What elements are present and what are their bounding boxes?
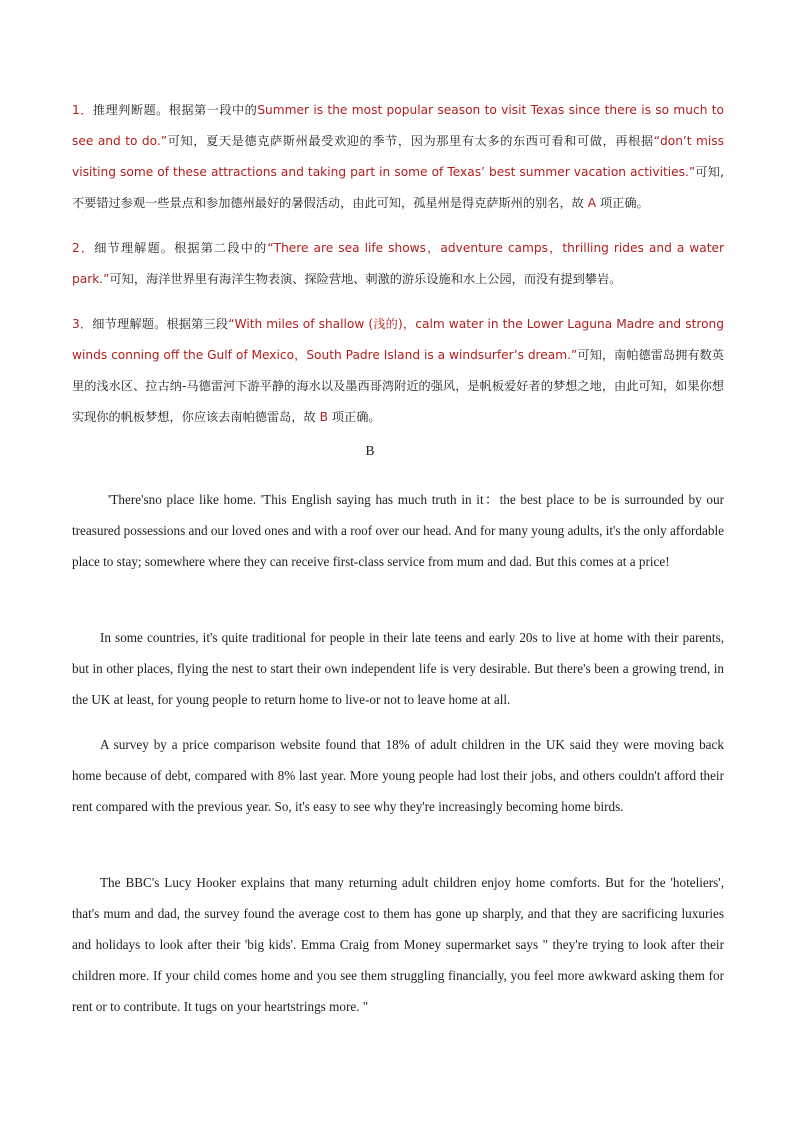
- answer-number: 3．: [72, 317, 93, 331]
- passage-paragraph-4: The BBC's Lucy Hooker explains that many returning adult children enjoy home comforts. But for the 'hoteliers', that's mum and dad, the survey found the average cost to them has gone up sharply, and that they are sacrificing luxuries and holidays to look after their 'big kids'. Emma Craig from Money supermarket says " they're trying to look after their children more. If your child comes home and you see them struggling financially, you feel more awkward asking them for rent or to contribute. It tugs on your heartstrings more. ": [72, 875, 724, 1014]
- explanation-text: 根据第三段: [166, 317, 229, 331]
- answer-explanation-1: [72, 95, 724, 219]
- explanation-text: 可知，南帕德雷岛拥有数英里的浅水区、拉古纳-马德雷河下游平静的海水以及墨西哥湾附近的强风，是帆板爱好者的梦想之地，由此可知，如果你想实现你的帆板梦想，你应该去南帕德雷岛，故: [72, 348, 725, 424]
- answer-option: B: [319, 410, 328, 424]
- answer-option: A: [587, 196, 597, 210]
- explanation-text: 根据第二段中的: [174, 241, 268, 255]
- answer-explanation-2: [72, 233, 724, 295]
- passage-paragraph-3: A survey by a price comparison website found that 18% of adult children in the UK said they were moving back home because of debt, compared with 8% last year. More young people had lost their jobs, and others couldn't afford their rent compared with the previous year. So, it's easy to see why they're increasingly becoming home birds.: [72, 737, 724, 814]
- passage-paragraph-2: In some countries, it's quite traditional for people in their late teens and early 20s to live at home with their parents, but in other places, flying the nest to start their own independent life is very desirable. But there's been a growing trend, in the UK at least, for young people to return home to live-or not to leave home at all.: [72, 630, 724, 707]
- explanation-text: 可知，夏天是德克萨斯州最受欢迎的季节，因为那里有太多的东西可看和可做，再根据: [167, 134, 654, 148]
- quoted-evidence: “There are sea life shows，adventure camps，thrilling rides and a water park.”: [72, 241, 725, 286]
- question-type: 细节理解题。: [92, 317, 167, 331]
- explanation-text: 可知,不要错过参观一些景点和参加德州最好的暑假活动，由此可知，孤星州是得克萨斯州的别名，故: [72, 165, 725, 210]
- quoted-evidence: “With miles of shallow (浅的)，calm water in the Lower Laguna Madre and strong winds conning off the Gulf of Mexico，South Padre Island is a windsurfer’s dream.”: [72, 317, 725, 362]
- quoted-evidence: “don’t miss visiting some of these attractions and taking part in some of Texas’ best summer vacation activities.”: [72, 134, 725, 179]
- answer-number: 1．: [72, 103, 93, 117]
- passage-paragraph-1: 'There'sno place like home. 'This English saying has much truth in it：the best place to be is surrounded by our treasured possessions and our loved ones and with a roof over our head. And for many young adults, it's the only affordable place to stay; somewhere where they can receive first-class service from mum and dad. But this comes at a price!: [72, 492, 724, 569]
- question-type: 细节理解题。: [94, 241, 175, 255]
- section-title: B: [365, 443, 375, 458]
- quoted-evidence: Summer is the most popular season to visit Texas since there is so much to see and to do.”: [72, 103, 725, 148]
- explanation-text: 项正确。: [328, 410, 381, 424]
- explanation-text: 可知，海洋世界里有海洋生物表演、探险营地、刺激的游乐设施和水上公园，而没有提到攀岩。: [109, 272, 622, 286]
- question-type: 推理判断题。: [92, 103, 169, 117]
- explanation-text: 根据第一段中的: [168, 103, 258, 117]
- answer-number: 2．: [72, 241, 95, 255]
- answer-explanation-3: [72, 309, 724, 433]
- explanation-text: 项正确。: [596, 196, 649, 210]
